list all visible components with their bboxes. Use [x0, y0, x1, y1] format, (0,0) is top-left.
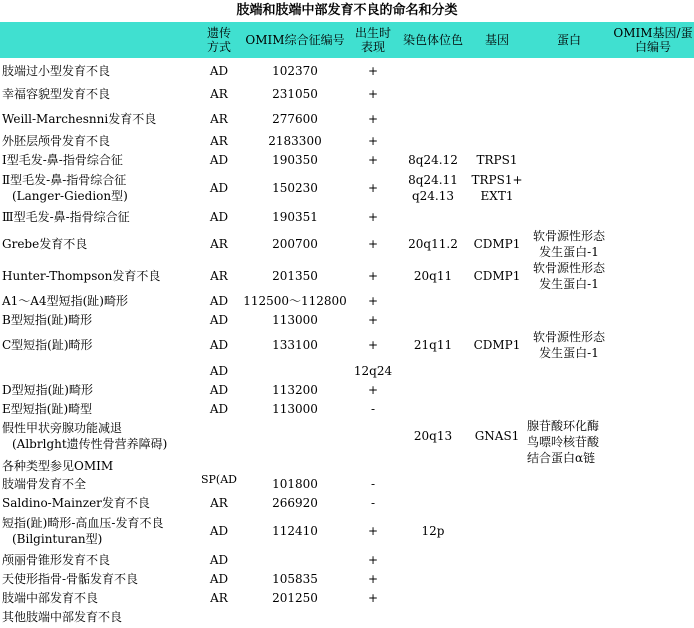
table-row	[0, 291, 694, 311]
cell-birth: +	[367, 383, 379, 397]
cell-omim: 113200	[272, 383, 318, 397]
protein-line2: 鸟嘌呤核苷酸	[527, 435, 600, 449]
cell-disorder: D型短指(趾)畸形	[2, 383, 93, 397]
table-title: 肢端和肢端中部发育不良的命名和分类	[236, 3, 458, 18]
cell-protein	[527, 327, 611, 363]
cell-disorder: 天使形指骨-骨骺发育不良	[2, 572, 139, 586]
cell-inheritance: AR	[210, 591, 228, 605]
cell-gene: CDMP1	[473, 338, 521, 352]
table-row	[0, 456, 694, 476]
cell-birth: +	[367, 87, 379, 101]
disorder-name-line1: Ⅱ型毛发-鼻-指骨综合征	[2, 173, 127, 187]
cell-omim: 201350	[272, 269, 318, 283]
table-row	[0, 569, 694, 589]
cell-inheritance: AD	[209, 181, 229, 195]
cell-disorder: 各种类型参见OMIM	[2, 459, 114, 473]
cell-disorder: 肢端骨发育不全	[2, 477, 87, 491]
table-row	[0, 150, 694, 170]
cell-birth: +	[367, 338, 379, 352]
table-row	[0, 474, 694, 494]
cell-birth: +	[367, 313, 379, 327]
table-row	[0, 399, 694, 419]
table-row	[0, 493, 694, 513]
header-protein: 蛋白	[556, 33, 581, 47]
cell-disorder: C型短指(趾)畸形	[2, 338, 93, 352]
table-row	[0, 588, 694, 608]
cell-locus: 20q11.2	[408, 237, 458, 251]
cell-omim: 133100	[272, 338, 318, 352]
table-row	[0, 207, 694, 227]
table-row	[0, 607, 694, 627]
protein-line3: 结合蛋白α链	[527, 451, 596, 465]
cell-omim: 113000	[272, 313, 318, 327]
cell-birth: +	[367, 64, 379, 78]
cell-inheritance: AD	[209, 64, 229, 78]
table-row	[0, 131, 694, 151]
cell-gene: CDMP1	[473, 269, 521, 283]
cell-inheritance: AD	[209, 553, 229, 567]
table-row	[0, 327, 694, 363]
header-omim-gene: OMIM基因/蛋白编号	[613, 26, 693, 54]
header-omim-syndrome: OMIM综合征编号	[245, 33, 345, 47]
cell-omim: 277600	[272, 112, 318, 126]
cell-omim: 102370	[272, 64, 318, 78]
header-locus: 染色体位色	[402, 33, 463, 47]
cell-locus: 8q24.12	[408, 153, 458, 167]
header-inheritance: 遗传方式	[206, 26, 231, 54]
cell-locus: 12p	[421, 524, 445, 538]
table-row	[0, 259, 694, 293]
cell-omim: 150230	[272, 181, 318, 195]
cell-inheritance: AD	[209, 313, 229, 327]
cell-birth: +	[367, 134, 379, 148]
protein-line2: 发生蛋白-1	[539, 346, 599, 360]
cell-inheritance: AD	[209, 210, 229, 224]
cell-omim: 112410	[272, 524, 318, 538]
cell-locus: 21q11	[413, 338, 453, 352]
cell-inheritance: AR	[210, 112, 228, 126]
cell-disorder: E型短指(趾)畸型	[2, 402, 93, 416]
disorder-name-line2: (Langer-Giedion型)	[12, 189, 128, 203]
table-row	[0, 417, 694, 465]
locus-line1: 8q24.11	[408, 173, 458, 187]
cell-birth: -	[370, 496, 376, 510]
cell-disorder: Hunter-Thompson发育不良	[2, 269, 161, 283]
cell-birth: +	[367, 553, 379, 567]
cell-omim: 231050	[272, 87, 318, 101]
cell-birth: +	[367, 572, 379, 586]
cell-gene: CDMP1	[473, 237, 521, 251]
cell-birth: +	[367, 591, 379, 605]
cell-birth: +	[367, 269, 379, 283]
table-row	[0, 61, 694, 81]
cell-omim	[240, 550, 350, 570]
protein-line2: 发生蛋白-1	[539, 277, 599, 291]
cell-inheritance: AD	[209, 402, 229, 416]
cell-omim: 113000	[272, 402, 318, 416]
header-disorder	[0, 22, 202, 58]
cell-omim: 190350	[272, 153, 318, 167]
cell-inheritance: AD	[209, 294, 229, 308]
disorder-name-line1: 假性甲状旁腺功能减退	[2, 421, 123, 435]
table-row	[0, 109, 694, 129]
cell-omim: 190351	[272, 210, 318, 224]
cell-birth: +	[367, 294, 379, 308]
cell-inheritance: AR	[210, 87, 228, 101]
cell-birth: +	[367, 210, 379, 224]
cell-birth: +	[367, 181, 379, 195]
cell-disorder	[2, 417, 204, 455]
cell-inheritance: AD	[209, 572, 229, 586]
cell-inheritance: AR	[210, 269, 228, 283]
cell-omim: 266920	[272, 496, 318, 510]
protein-line1: 软骨源性形态	[532, 261, 605, 275]
cell-disorder: Grebe发育不良	[2, 237, 88, 251]
header-birth: 出生时表现	[354, 26, 391, 54]
cell-disorder: 肢端过小型发育不良	[2, 64, 111, 78]
cell-disorder: 幸福容貌型发育不良	[2, 87, 111, 101]
cell-locus: 20q11	[413, 269, 453, 283]
cell-inheritance: AD	[209, 524, 229, 538]
locus-line2: q24.13	[411, 189, 455, 203]
cell-inheritance: AR	[210, 134, 228, 148]
cell-gene: GNAS1	[474, 429, 520, 443]
cell-inheritance: AD	[209, 153, 229, 167]
cell-disorder: 其他肢端中部发育不良	[2, 610, 123, 624]
table-row	[0, 227, 694, 261]
cell-protein	[527, 259, 611, 293]
cell-disorder: 肢端中部发育不良	[2, 591, 99, 605]
cell-gene: TRPS1	[476, 153, 518, 167]
cell-disorder: B型短指(趾)畸形	[2, 313, 93, 327]
cell-omim: 112500～112800	[243, 294, 347, 308]
gene-line1: TRPS1+	[471, 173, 523, 187]
cell-disorder: 外胚层颅骨发育不良	[2, 134, 111, 148]
cell-omim: 200700	[272, 237, 318, 251]
cell-disorder: Weill-Marchesnni发育不良	[2, 112, 157, 126]
cell-inheritance: AD	[209, 364, 229, 378]
cell-gene	[471, 169, 523, 207]
cell-birth: 12q24	[353, 364, 393, 378]
disorder-name-line1: 短指(趾)畸形-高血压-发育不良	[2, 516, 164, 530]
table-row	[0, 84, 694, 104]
header-gene: 基因	[484, 33, 509, 47]
cell-inheritance: AR	[210, 237, 228, 251]
cell-birth: -	[370, 402, 376, 416]
gene-line2: EXT1	[480, 189, 514, 203]
table-row	[0, 361, 694, 381]
cell-omim	[240, 361, 350, 381]
cell-birth: -	[370, 477, 376, 491]
cell-birth: +	[367, 153, 379, 167]
cell-protein	[527, 227, 611, 261]
protein-line1: 软骨源性形态	[532, 229, 605, 243]
table-header	[0, 22, 694, 58]
cell-omim: 2183300	[268, 134, 322, 148]
cell-locus: 20q13	[413, 429, 453, 443]
cell-omim: 201250	[272, 591, 318, 605]
disorder-name-line2: (Albrlght遗传性骨营养障碍)	[12, 437, 168, 451]
disorder-name-line2: (Bilginturan型)	[12, 532, 103, 546]
cell-inheritance: SP(AD	[201, 473, 237, 486]
cell-inheritance: AD	[209, 338, 229, 352]
cell-disorder: A1～A4型短指(趾)畸形	[2, 294, 128, 308]
protein-line1: 软骨源性形态	[532, 330, 605, 344]
protein-line2: 发生蛋白-1	[539, 245, 599, 259]
table-row	[0, 169, 694, 207]
cell-omim: 101800	[272, 477, 318, 491]
protein-line1: 腺苷酸环化酶	[527, 419, 600, 433]
cell-disorder: Saldino-Mainzer发育不良	[2, 496, 150, 510]
cell-disorder	[2, 512, 204, 550]
cell-locus	[395, 169, 471, 207]
table-row	[0, 550, 694, 570]
cell-disorder	[2, 169, 204, 207]
table-row	[0, 380, 694, 400]
cell-disorder: 颅丽骨锥形发育不良	[2, 553, 111, 567]
cell-disorder: Ⅰ型毛发-鼻-指骨综合征	[2, 153, 123, 167]
cell-birth: +	[367, 237, 379, 251]
cell-inheritance: AD	[209, 383, 229, 397]
cell-omim: 105835	[272, 572, 318, 586]
cell-disorder	[2, 361, 204, 381]
cell-disorder: Ⅲ型毛发-鼻-指骨综合征	[2, 210, 130, 224]
cell-birth: +	[367, 524, 379, 538]
cell-inheritance: AR	[210, 496, 228, 510]
cell-birth: +	[367, 112, 379, 126]
table-row	[0, 512, 694, 550]
